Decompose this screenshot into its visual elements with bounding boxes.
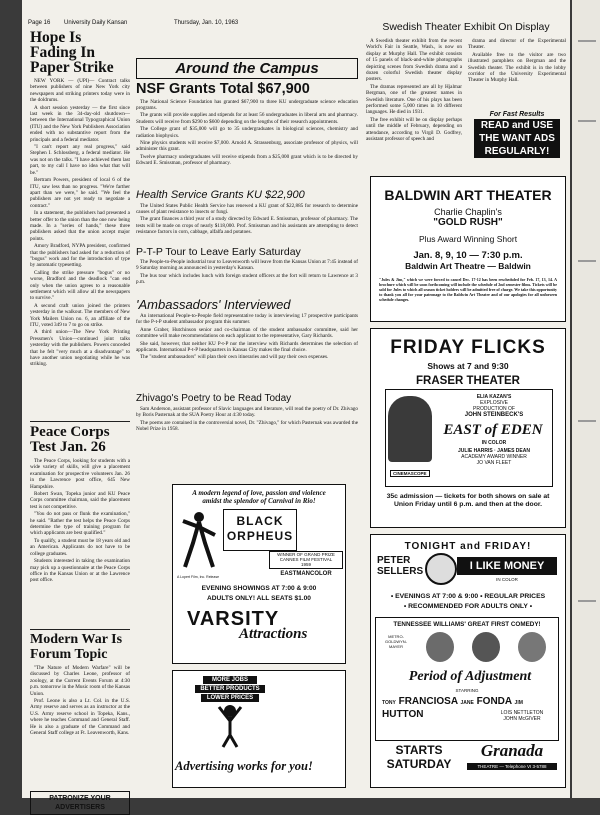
page-number: Page 16 bbox=[28, 20, 51, 26]
nsf-paragraph: Nine physics students will receive $7,000. Arnold A. Strassenburg, associate professor of physics, will administer this grant. bbox=[136, 139, 358, 153]
zhivago-headline: Zhivago's Poetry to be Read Today bbox=[136, 393, 292, 404]
patronize-line2: ADVERTISERS bbox=[55, 804, 105, 811]
credit-line2: EXPLOSIVE bbox=[479, 400, 509, 406]
cast-first-name: TONY bbox=[382, 700, 396, 706]
ambassadors-paragraph: Anne Graber, Hutchinson senior and co-chairman of the student ambassador committee, said her committee will make recommendations on each applicant to the representative, Gary Richards. bbox=[136, 326, 358, 340]
peace-paragraph: The Peace Corps, looking for students with a wide variety of skills, will give a placement examination for prospective volunteers Jan. 26 in the Lawrence post office, 645 New Hampshire. bbox=[30, 458, 130, 490]
health-story bbox=[136, 203, 358, 243]
cast-first-name: JIM bbox=[514, 700, 523, 706]
peace-paragraph: Robert Swan, Topeka junior and KU Peace Corps committee chairman, said the placement test is not competitive. bbox=[30, 491, 130, 510]
ambassadors-paragraph: An international People-to-People field representative today is interviewing 17 prospective participants for the P-t-P student ambassador program this summer. bbox=[136, 313, 358, 326]
starring-label: STARRING bbox=[455, 688, 479, 693]
swedish-col2 bbox=[468, 38, 566, 90]
cast-surname: FRANCIOSA bbox=[398, 696, 458, 707]
cast-surname: HUTTON bbox=[382, 709, 424, 720]
starts-label: STARTS bbox=[395, 743, 443, 757]
warfare-headline: Modern War Is Forum Topic bbox=[30, 632, 123, 662]
column-rule bbox=[30, 421, 130, 422]
orpheus-color: EASTMANCOLOR bbox=[280, 571, 332, 577]
baldwin-art-ad bbox=[370, 176, 566, 322]
column-rule bbox=[30, 629, 130, 630]
adjacent-page-strip bbox=[572, 0, 600, 798]
east-of-eden-art bbox=[385, 389, 553, 487]
granada-phone: THEATRE — Telephone VI 3-5788 bbox=[467, 763, 557, 770]
strip-line bbox=[578, 420, 596, 422]
cast-line2: ACADEMY AWARD WINNER bbox=[461, 454, 527, 460]
ptp-paragraph: The People-to-People industrial tour to Leavenworth will leave from the Kansas Union at 7:45 instead of 9 Saturday morning as announced in yesterday's Kansan. bbox=[136, 259, 358, 272]
want-ads-line4: REGULARLY! bbox=[474, 145, 560, 158]
attractions-word: Attractions bbox=[239, 626, 308, 642]
orpheus-price: ADULTS ONLY! ALL SEATS $1.00 bbox=[207, 595, 311, 602]
dancer-body bbox=[183, 521, 215, 567]
swedish-col1 bbox=[366, 38, 462, 166]
mgm-logo: METRO-GOLDWYN-MAYER bbox=[385, 634, 407, 649]
left-column bbox=[30, 29, 130, 811]
health-paragraph: The grant finances a third year of a study directed by Edward E. Smissman, professor of pharmacy. The tests will be made on crops of nearly $118,000. Prof. Smissman and his assistants are attempting to detect resistance factors in corn, cabbage, alfalfa and potatoes. bbox=[136, 216, 358, 236]
strip-line bbox=[578, 40, 596, 42]
i-like-money-title: I LIKE MONEY bbox=[457, 557, 557, 575]
sign-line2: BETTER PRODUCTS bbox=[195, 685, 265, 693]
nsf-story bbox=[136, 99, 358, 187]
baldwin-film: "GOLD RUSH" bbox=[433, 217, 503, 228]
jobs-sign bbox=[195, 675, 265, 703]
baldwin-plus: Plus Award Winning Short bbox=[418, 234, 518, 244]
support-cast1: LOIS NETTLETON bbox=[500, 710, 544, 716]
orpheus-title2: ORPHEUS bbox=[226, 529, 294, 543]
ptp-paragraph: The bus tour which includes lunch with foreign student officers at the fort will return to Lawrence at 3 p.m. bbox=[136, 272, 358, 286]
friday-venue: FRASER THEATER bbox=[416, 375, 520, 387]
orpheus-title-box bbox=[223, 509, 297, 551]
friday-shows: Shows at 7 and 9:30 bbox=[427, 361, 509, 371]
orpheus-release: A Lopert Film, Inc. Release bbox=[177, 575, 220, 579]
newspaper-page bbox=[22, 0, 570, 811]
ambassadors-paragraph: She said, however, that neither KU P-t-P nor the interview with Richards determines the selection of applicants. International P-t-P headquarters in Kansas City makes the final choice. bbox=[136, 340, 358, 354]
sellers-caricature bbox=[425, 553, 457, 585]
eden-cast bbox=[438, 448, 550, 466]
dancer-head bbox=[194, 512, 204, 522]
paper-name: University Daily Kansan bbox=[64, 20, 128, 26]
strike-paragraph: A short session yesterday — the first since last week in the 34-day-old shutdown—between the International Typographical Union (ITU) and the New York Publishers Association ended with no substantive report from the principals and a federal mediator. bbox=[30, 104, 130, 143]
credit-line1: ELIA KAZAN'S bbox=[476, 394, 512, 400]
granada-times: • EVENINGS AT 7:00 & 9:00 • REGULAR PRICES bbox=[390, 593, 546, 600]
swedish-paragraph: Available free to the visitor are two illustrated pamphlets on Bergman and the Swedish theater. The exhibit is in the lobby corridor of the University Experimental Theater in Murphy Hall. bbox=[468, 51, 566, 84]
health-paragraph: The United States Public Health Service has renewed a KU grant of $22,885 for research to determine causes of plant resistance to insects or fungi. bbox=[136, 202, 358, 215]
zhivago-paragraph: The poems are contained in the controversial novel, Dr. "Zhivago," for which Pasternak was awarded the Nobel Prize in 1958. bbox=[136, 419, 359, 433]
tw-comedy: TENNESSEE WILLIAMS' GREAT FIRST COMEDY! bbox=[393, 621, 541, 628]
issue-date: Thursday, Jan. 10, 1963 bbox=[174, 20, 239, 26]
cast-surname: FONDA bbox=[476, 696, 512, 707]
granada-logo: Granada bbox=[480, 741, 544, 760]
black-orpheus-ad bbox=[172, 484, 346, 664]
saturday-label: SATURDAY bbox=[386, 757, 452, 771]
friday-title: FRIDAY FLICKS bbox=[390, 337, 546, 358]
period-title: Period of Adjustment bbox=[408, 669, 532, 684]
campus-column bbox=[136, 58, 358, 478]
want-ads-box bbox=[474, 110, 560, 166]
patronize-box bbox=[30, 791, 130, 815]
award-line3: 1959 bbox=[300, 562, 311, 568]
portrait-fonda bbox=[472, 632, 500, 662]
friday-tickets: 35c admission — tickets for both shows on sale at Union Friday until 6 p.m. and then at the door. bbox=[386, 493, 550, 508]
strike-paragraph: Calling the strike pressure "bogus" or no worse, Bradford and the deadlock "can end only when the union agrees to a reasonable settlement which will allow all the newspapers to survive." bbox=[30, 269, 130, 302]
swedish-headline: Swedish Theater Exhibit On Display bbox=[382, 21, 550, 33]
ptp-headline: P-T-P Tour to Leave Early Saturday bbox=[136, 245, 301, 258]
orpheus-title1: BLACK bbox=[236, 514, 284, 528]
want-ads-line1: For Fast Results bbox=[489, 111, 545, 118]
baldwin-dates: Jan. 8, 9, 10 — 7:30 p.m. bbox=[413, 250, 523, 261]
zhivago-story bbox=[136, 406, 358, 434]
cannes-award bbox=[269, 551, 343, 569]
strip-line bbox=[578, 120, 596, 122]
strike-paragraph: A second craft union joined the printers yesterday in the walkout. The members of New York Mailers Union no. 6, an affiliate of the ITU, voted 349 to 7 to go on strike. bbox=[30, 302, 130, 329]
strike-story bbox=[30, 78, 130, 418]
star-last-name: SELLERS bbox=[377, 566, 424, 577]
credit-line4: JOHN STEINBECK'S bbox=[464, 412, 524, 418]
peace-story bbox=[30, 458, 130, 626]
peace-paragraph: To qualify, a student must be 18 years old and an American. Applicants do not have to be college graduates. bbox=[30, 537, 130, 557]
patronize-line1: PATRONIZE YOUR bbox=[49, 795, 111, 802]
warfare-paragraph: Prof. Leone is also a Lt. Col. in the U.S. Army reserve and serves as an instructor at the U.S. Army reserve school in Topeka, Kans., where he teaches Command and General Staff. He is also a graduate of the Command and General Staff college at Ft. Leavenworth, Kans. bbox=[30, 698, 130, 737]
swedish-paragraph: drama and director of the Experimental Theater. bbox=[468, 38, 566, 51]
baldwin-presents: Charlie Chaplin's bbox=[434, 207, 502, 217]
want-ads-line2: READ and USE bbox=[474, 119, 560, 132]
strip-line bbox=[578, 260, 596, 262]
orpheus-showtimes: EVENING SHOWINGS AT 7:00 & 9:00 bbox=[201, 585, 317, 592]
sign-line3: LOWER PRICES bbox=[201, 694, 259, 702]
peace-headline: Peace Corps Test Jan. 26 bbox=[30, 424, 110, 455]
supporting-cast bbox=[488, 710, 556, 722]
ptp-story bbox=[136, 259, 358, 293]
cast-line3: JO VAN FLEET bbox=[476, 460, 512, 466]
warfare-story bbox=[30, 665, 130, 787]
swedish-paragraph: The free exhibit will be on display perhaps until the middle of February, depending on attendance, according to Virgil D. Godfrey, assistant professor of speech and bbox=[366, 116, 462, 143]
strike-headline: Hope Is Fading In Paper Strike bbox=[30, 29, 114, 76]
orpheus-tagline bbox=[173, 489, 345, 505]
strike-paragraph: Bertram Powers, president of local 6 of the ITU, saw less than no progress. "We're farther apart than we were," he said. "We feel the publishers are not yet ready to negotiate a contract." bbox=[30, 177, 130, 209]
granada-tonight: TONIGHT and FRIDAY! bbox=[404, 541, 532, 552]
portrait-franciosa bbox=[426, 632, 454, 662]
zhivago-paragraph: Sam Anderson, assistant professor of Slavic languages and literature, will read the poetry of Dr. Zhivago by Boris Pasternak at the SUA Poetry Hour at 4:30 today. bbox=[136, 406, 358, 419]
cinemascope-logo: CINEMASCOPE bbox=[390, 470, 430, 477]
warfare-paragraph: "The Nature of Modern Warfare" will be discussed by Charles Leone, professor of zoology, at the Current Events Forum at 4:30 p.m. tomorrow in the Music room of the Kansas Union. bbox=[30, 665, 130, 697]
nsf-paragraph: Twelve pharmacy undergraduates will receive stipends from a $25,000 grant which is to be directed by Edward E. Smissman, professor of pharmacy. bbox=[136, 153, 358, 167]
nsf-paragraph: The grants will provide supplies and stipends for at least 56 undergraduates in liberal arts and pharmacy. Students will receive from $290 to $600 depending on the lengths of their research appointments. bbox=[136, 112, 358, 125]
orpheus-tag2: amidst the splendor of Carnival in Rio! bbox=[202, 497, 316, 505]
nsf-paragraph: The National Science Foundation has granted $67,900 to three KU undergraduate science education programs. bbox=[136, 98, 358, 111]
friday-flicks-ad bbox=[370, 328, 566, 528]
kazan-credit bbox=[442, 394, 546, 418]
varsity-word: VARSITY bbox=[187, 608, 280, 630]
cast-line1: JULIE HARRIS · JAMES DEAN bbox=[458, 448, 530, 454]
orpheus-tag1: A modern legend of love, passion and violence bbox=[192, 489, 326, 497]
nsf-headline: NSF Grants Total $67,900 bbox=[136, 81, 310, 97]
swedish-paragraph: A Swedish theater exhibit from the recent World's Fair in Seattle, Wash., is now on display at Murphy Hall. The exhibit consists of 15 panels of black-and-white photographs depicting scenes from Swedish drama and a dozen colorful Swedish theater display posters. bbox=[366, 38, 462, 83]
support-cast2: JOHN McGIVER bbox=[503, 716, 541, 722]
strike-paragraph: In a statement, the publishers had presented a better offer to the union than the one now being made. In a "series of hands," these three publishers asked that the union accept major points. bbox=[30, 210, 130, 242]
strike-paragraph: Amory Bradford, NYPA president, confirmed that the publishers had asked for a reduction of "bogus" work and for the introduction of type by automatic typesetting. bbox=[30, 243, 130, 269]
want-ads-line3: THE WANT ADS bbox=[474, 132, 560, 145]
award-line2: CANNES FILM FESTIVAL bbox=[279, 557, 333, 563]
period-section bbox=[375, 617, 559, 741]
strike-paragraph: NEW YORK — (UPI)— Contract talks between publishers of nine New York city newspapers and striking printers today were in the doldrums. bbox=[30, 78, 130, 104]
star-first-name: PETER bbox=[377, 555, 411, 566]
strike-paragraph: "I can't report any real progress," said Stephen I. Schlossberg, a federal mediator. He was not on the talks. "I have achieved them last part, to my call I have no idea what that will be." bbox=[30, 144, 130, 176]
ambassadors-story bbox=[136, 313, 358, 391]
ambassadors-paragraph: The "student ambassadors" will plan their own itineraries and will pay their own expenses. bbox=[140, 354, 329, 361]
east-of-eden-title: EAST of EDEN bbox=[443, 422, 543, 438]
advertising-slogan: Advertising works for you! bbox=[175, 759, 313, 773]
granada-ad bbox=[370, 534, 566, 788]
cast-first-name: JANE bbox=[460, 700, 474, 706]
couple-illustration bbox=[388, 396, 432, 462]
baldwin-note: "Jules & Jim," which we were forced to cancel Dec. 17-12 has been rescheduled for Feb. 17, 13, 14. A brochure which will be soon forthcoming will include the schedule of 2nd semester films. Tickets will be sold for Jules to which all season ticket holders will be admitted free of charge. We take this opportunity to thank you all for your patronage to the Baldwin Art Theatre and of our apologies for all unforseen schedule changes. bbox=[379, 277, 557, 302]
health-headline: Health Service Grants KU $22,900 bbox=[136, 188, 305, 201]
baldwin-title: BALDWIN ART THEATER bbox=[384, 187, 552, 203]
money-in-color: IN COLOR bbox=[496, 577, 518, 582]
granada-recommended: • RECOMMENDED FOR ADULTS ONLY • bbox=[403, 603, 533, 610]
strip-line bbox=[578, 600, 596, 602]
nsf-paragraph: The College grant of $35,000 will go to 35 undergraduates in biological sciences, chemistry and radiation biophysics. bbox=[136, 126, 358, 139]
peace-paragraph: "You do not pass or flunk the examination," he said. "Rather the test helps the Peace Corps determine the type of training program for which applicants are best qualified." bbox=[30, 511, 130, 537]
starts-saturday bbox=[379, 743, 459, 771]
portrait-hutton bbox=[518, 632, 546, 662]
award-line1: WINNER OF GRAND PRIZE bbox=[277, 552, 335, 557]
sellers-block bbox=[377, 555, 423, 577]
sign-carrier-illustration bbox=[215, 703, 245, 749]
ambassadors-headline: 'Ambassadors' Interviewed bbox=[136, 297, 291, 312]
advertising-works-ad bbox=[172, 670, 346, 788]
eden-in-color: IN COLOR bbox=[481, 440, 507, 446]
swedish-exhibit bbox=[366, 22, 566, 172]
credit-line3: PRODUCTION OF bbox=[473, 406, 515, 412]
cast-portraits bbox=[426, 632, 552, 664]
dancer-illustration bbox=[179, 509, 219, 571]
swedish-paragraph: The dramas represented are all by Hjalmar Bergman, one of the greatest names in Swedish literature. One of his plays has been performed some 5,000 times in 10 different languages. He died in 1931. bbox=[366, 83, 462, 116]
peace-paragraph: Students interested in taking the examination may pick up a questionnaire at the Peace Corps office in the Kansas Union or at the Lawrence post office. bbox=[30, 558, 130, 584]
sign-line1: MORE JOBS bbox=[203, 676, 257, 684]
campus-banner: Around the Campus bbox=[136, 58, 358, 79]
varsity-logo bbox=[187, 609, 331, 657]
strike-paragraph: A third union—The New York Printing Pressmen's Union—continued joint talks yesterday with the publishers. Powers conceded that he felt "very much at a disadvantage" to have another union negotiating while he was striking. bbox=[30, 329, 130, 368]
baldwin-venue: Baldwin Art Theatre — Baldwin bbox=[405, 261, 531, 271]
